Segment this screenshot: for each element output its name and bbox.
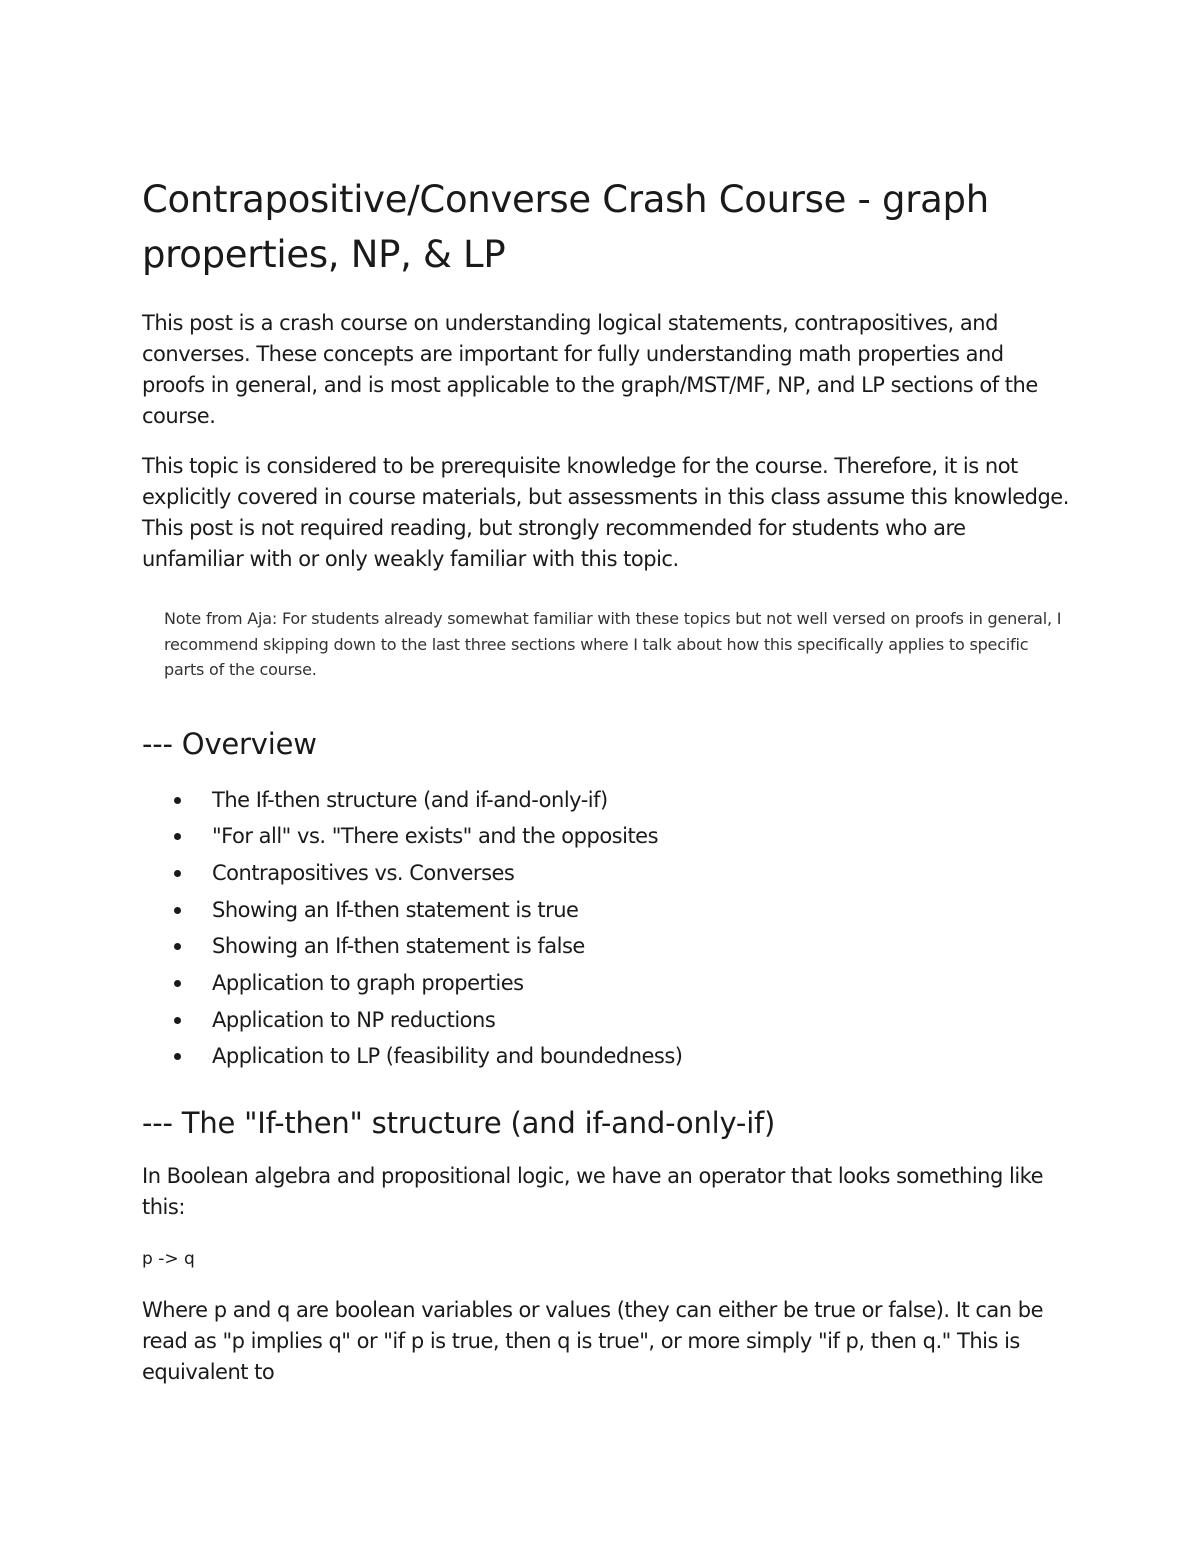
overview-heading: --- Overview	[142, 726, 317, 761]
bullet-icon	[174, 1053, 181, 1060]
bullet-icon	[174, 870, 181, 877]
if-then-paragraph: In Boolean algebra and propositional logic, we have an operator that looks something like this:	[142, 1164, 1043, 1220]
list-item: Showing an If-then statement is true	[212, 892, 1072, 929]
bullet-icon	[174, 833, 181, 840]
code-expression: p -> q	[142, 1249, 195, 1270]
bullet-icon	[174, 907, 181, 914]
bullet-icon	[174, 943, 181, 950]
list-item: Application to LP (feasibility and boundedness)	[212, 1038, 1072, 1075]
document-page	[142, 172, 1072, 1407]
if-then-heading: --- The "If-then" structure (and if-and-only-if)	[142, 1106, 776, 1141]
author-note: Note from Aja: For students already somewhat familiar with these topics but not well versed on proofs in general, I recommend skipping down to the last three sections where I talk about how this specifically applies to specific parts of the course.	[164, 609, 1062, 679]
list-item: Application to graph properties	[212, 965, 1072, 1002]
intro-paragraph: This topic is considered to be prerequisite knowledge for the course. Therefore, it is not explicitly covered in course materials, but assessments in this class assume this knowledge. This post is not required reading, but strongly recommended for students who are unfamiliar with or only weakly familiar with this topic.	[142, 454, 1069, 571]
list-item: "For all" vs. "There exists" and the opposites	[212, 818, 1072, 855]
overview-list	[142, 782, 1072, 1076]
list-item: The If-then structure (and if-and-only-if)	[212, 782, 1072, 819]
bullet-icon	[174, 1017, 181, 1024]
bullet-icon	[174, 797, 181, 804]
list-item: Application to NP reductions	[212, 1002, 1072, 1039]
if-then-paragraph: Where p and q are boolean variables or values (they can either be true or false). It can be read as "p implies q" or "if p is true, then q is true", or more simply "if p, then q." This is equivalent to	[142, 1298, 1043, 1385]
document-title: Contrapositive/Converse Crash Course - graph properties, NP, & LP	[142, 178, 989, 276]
intro-paragraph: This post is a crash course on understanding logical statements, contrapositives, and converses. These concepts are important for fully understanding math properties and proofs in general, and is most applicable to the graph/MST/MF, NP, and LP sections of the course.	[142, 311, 1038, 428]
bullet-icon	[174, 980, 181, 987]
list-item: Showing an If-then statement is false	[212, 928, 1072, 965]
list-item: Contrapositives vs. Converses	[212, 855, 1072, 892]
